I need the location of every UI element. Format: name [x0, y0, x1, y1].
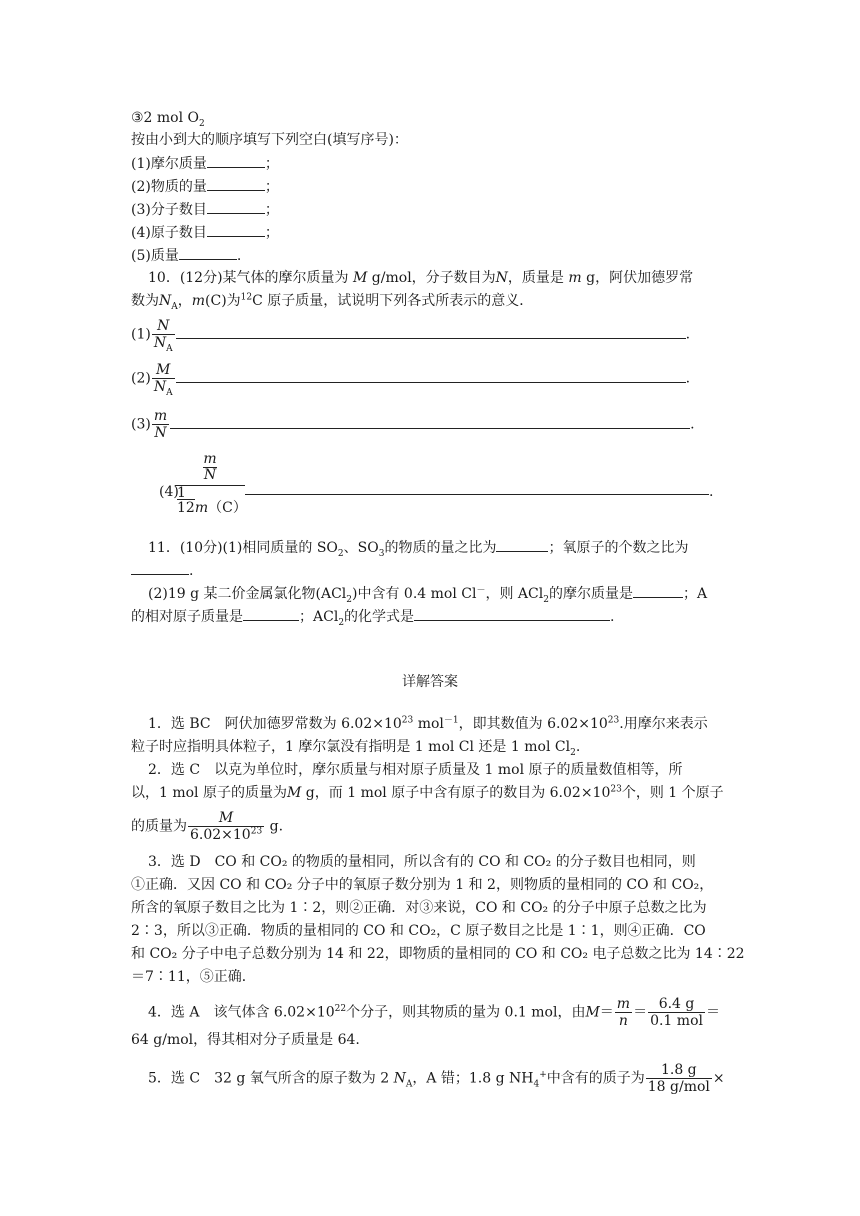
q9-part-2: (2)物质的量 ；	[131, 176, 731, 197]
answer-3-line-5: 和 CO₂ 分子中电子总数分别为 14 和 22，即物质的量相同的 CO 和 CO₂ 电子总数之比为 14∶22	[131, 946, 745, 962]
q11-line-2: .	[131, 560, 731, 581]
answer-2-line-3: 的质量为 $\frac{M}{6.02\times 10^{23}}$ g.	[131, 810, 284, 843]
answer-3-line-6: ＝7∶11，⑤正确．	[131, 969, 256, 985]
answer-2-line-2: 以，1 mol 原子的质量为M g，而 1 mol 原子中含有原子的数目为 $6.02\times 10^{23}$个，则 1 个原子	[131, 784, 724, 801]
q9-item-3: ③2 mol $O_2$	[131, 110, 205, 129]
q9-part-3: (3)分子数目 ；	[131, 199, 731, 220]
q9-part-5: (5)质量 .	[131, 245, 731, 266]
answer-5-line-1: 5．选 C 32 g 氧气所含的原子数为 2 $N_A$，A 错；1.8 g $NH_4^+$中含有的质子为 $\frac{1.8 g}{\text{18 g/mol}}$ ×	[148, 1062, 725, 1095]
q10-part-4: (4) m N 1 12m（C） .	[159, 451, 714, 516]
answer-2-line-1: 2．选 C 以克为单位时，摩尔质量与相对原子质量及 1 mol 原子的质量数值相等，所	[148, 762, 683, 778]
q10-part-1: (1) $\frac{N}{N_A}$ .	[131, 318, 691, 354]
answer-3-line-2: ①正确．又因 CO 和 CO₂ 分子中的氧原子数分别为 1 和 2，则物质的量相同的 CO 和 CO₂，	[131, 877, 714, 893]
answer-1-line-1: 1．选 BC 阿伏加德罗常数为 $6.02\times 10^{23}$ mol$^{-1}$，即其数值为 $6.02\times 10^{23}$.用摩尔来表示	[148, 715, 708, 732]
q11-line-1: 11．(10分)(1)相同质量的 $SO_2$、$SO_3$的物质的量之比为 ；氧原子的个数之比为	[148, 537, 748, 558]
answer-3-line-3: 所含的氧原子数目之比为 1∶2，则②正确．对③来说，CO 和 CO₂ 的分子中原子总数之比为	[131, 900, 707, 916]
q11-line-4: 的相对原子质量是 ；ACl$_2$的化学式是 .	[131, 606, 731, 627]
q11-line-3: (2)19 g 某二价金属氯化物(ACl$_2$)中含有 0.4 mol Cl－，则 ACl$_2$的摩尔质量是 ；A	[148, 583, 748, 604]
answer-4-line-1: 4．选 A 该气体含 $6.02\times 10^{22}$个分子，则其物质的量为 0.1 mol，由M＝ $\frac{m}{n}$ ＝ $\frac{6.4 g}{\text{0.1 mol}}$ ＝	[148, 996, 720, 1029]
q9-instruction: 按由小到大的顺序填写下列空白(填写序号)：	[131, 132, 408, 148]
q9-part-4: (4)原子数目 ；	[131, 222, 731, 243]
q10-line-2: 数为$N_A$，m(C)为$^{12}$C 原子质量，试说明下列各式所表示的意义．	[131, 292, 534, 312]
q10-part-2: (2) $\frac{M}{N_A}$ .	[131, 362, 691, 398]
q9-part-1: (1)摩尔质量 ；	[131, 153, 731, 174]
answer-3-line-1: 3．选 D CO 和 CO₂ 的物质的量相同，所以含有的 CO 和 CO₂ 的分子数目也相同，则	[148, 854, 696, 870]
answers-title: 详解答案	[402, 674, 458, 690]
answer-4-line-2: 64 g/mol，得其相对分子质量是 64.	[131, 1032, 360, 1048]
q10-part-3: (3) $\frac{m}{N}$ .	[131, 408, 695, 441]
answer-3-line-4: 2∶3，所以③正确．物质的量相同的 CO 和 CO₂，C 原子数目之比是 1∶1，则④正确．CO	[131, 923, 706, 939]
q10-line-1: 10．(12分)某气体的摩尔质量为 M g/mol，分子数目为N，质量是 m g，阿伏加德罗常	[148, 270, 694, 286]
answer-1-line-2: 粒子时应指明具体粒子，1 摩尔氯没有指明是 1 mol Cl 还是 1 mol $Cl_2$.	[131, 739, 581, 758]
